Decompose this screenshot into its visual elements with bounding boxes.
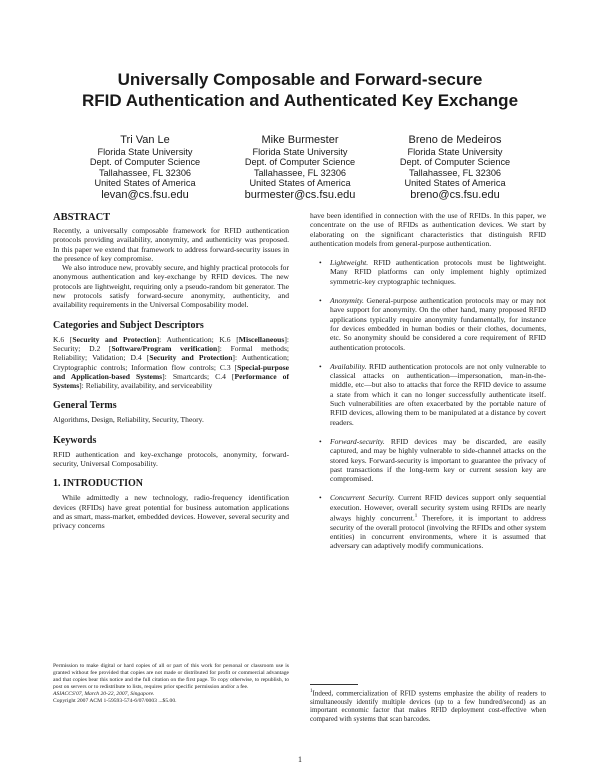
author-3 — [380, 134, 530, 201]
author-city: Tallahassee, FL 32306 — [408, 167, 502, 178]
list-item: • Forward-security. RFID devices may be discarded, are easily captured, and may be highly vulnerable to side-channel attacks on the stored keys. Forward-security is important to guarantee the privacy of past transactions if the long-term key or current session key are compromised. — [319, 436, 546, 484]
keywords-text: RFID authentication and key-exchange protocols, anonymity, forward-security, Universal Composability. — [53, 449, 289, 469]
author-block — [70, 134, 530, 201]
bullet-icon: • — [319, 436, 322, 446]
author-city: Tallahassee, FL 32306 — [98, 167, 192, 178]
list-item: • Availability. RFID authentication protocols are not only vulnerable to classical attacks on authentication—impersonation, man-in-the-middle, etc—but also to attacks that force the RFID device to assume a state from which it can no longer successfully authenticate itself. Such vulnerabilities are often exacerbated by the portable nature of RFID devices, allowing them to be manipulated at a distance by covert readers. — [319, 361, 546, 427]
right-column — [310, 211, 546, 561]
author-1 — [70, 134, 220, 201]
abstract-paragraph-1: Recently, a universally composable framework for RFID authentication protocols providing availability, anonymity, and authenticity was proposed. In this paper we extend that framework to address forward-security issues in the presence of key compromise. — [53, 226, 289, 263]
general-terms-text: Algorithms, Design, Reliability, Security, Theory. — [53, 415, 204, 425]
introduction-paragraph-1: While admittedly a new technology, radio-frequency identification devices (RFIDs) have great potential for business automation applications and as smart, mass-market, embedded devices. However, several security and privacy concerns — [53, 493, 289, 531]
bullet-icon: • — [319, 361, 322, 371]
categories-text: K.6 [Security and Protection]: Authentication; K.6 [Miscellaneous]: Security; D.2 [Software/Program verification]: Formal methods; Reliability; Validation; D.4 [Security and Protection]: Authentication; Cryptographic controls; Information flow controls; C.3 [Special-purpose and Application-based Systems]: Smartcards; C.4 [Performance of Systems]: Reliability, availability, and serviceability — [53, 334, 290, 391]
footnote-text: Indeed, commercialization of RFID systems emphasize the ability of readers to simultaneously identify multiple devices (up to a few hundred/second) as an important economic factor that makes RFID deployment cost-effective when compared with systems that scan barcodes. — [310, 689, 546, 723]
abstract-heading: ABSTRACT — [53, 212, 111, 223]
author-email: levan@cs.fsu.edu — [101, 188, 189, 201]
author-affiliation: Florida State University — [252, 146, 348, 157]
footnote-rule — [310, 684, 358, 685]
author-country: United States of America — [404, 178, 506, 189]
author-dept: Dept. of Computer Science — [244, 157, 356, 168]
author-country: United States of America — [249, 178, 351, 189]
footnote-marker: 1 — [414, 514, 418, 520]
permission-text: Permission to make digital or hard copies of all or part of this work for personal or classroom use is granted without fee provided that copies are not made or distributed for profit or commercial advantage and that copies bear this notice and the full citation on the first page. To copy otherwise, to republish, to post on servers or to redistribute to lists, requires prior specific permission and/or a fee. — [53, 663, 289, 691]
author-affiliation: Florida State University — [407, 146, 503, 157]
footnote — [310, 688, 546, 723]
bullet-icon: • — [319, 296, 322, 306]
author-2 — [225, 134, 375, 201]
keywords-heading: Keywords — [53, 434, 97, 446]
footnote-mark: 1 — [310, 689, 313, 694]
permission-notice — [53, 663, 289, 706]
abstract-paragraph-2: We also introduce new, provably secure, and highly practical protocols for anonymous authentication and key-exchange by RFID devices. The new protocols are lightweight, requiring only a pseudo-random bit generator. The new protocols satisfy forward-secure anonymity, authenticity, and availability requirements in the Universal Composability model. — [53, 263, 289, 310]
introduction-heading: 1. INTRODUCTION — [53, 478, 144, 490]
page-number: 1 — [298, 755, 302, 764]
author-dept: Dept. of Computer Science — [399, 157, 511, 168]
list-item: • Lightweight. RFID authentication protocols must be lightweight. Many RFID platforms can only implement highly optimized symmetric-key cryptographic techniques. — [319, 258, 546, 286]
copyright-text: Copyright 2007 ACM 1-59593-574-6/07/0003 ...$5.00. — [53, 698, 177, 705]
left-column — [53, 211, 289, 531]
requirements-list — [310, 258, 546, 551]
venue-text: ASIACCS'07, March 20-22, 2007, Singapore. — [53, 691, 155, 698]
bullet-icon: • — [319, 258, 322, 268]
bullet-icon: • — [319, 493, 322, 503]
categories-heading: Categories and Subject Descriptors — [53, 319, 204, 331]
list-item: • Concurrent Security. Current RFID devices support only sequential execution. However, overall security system using RFIDs are nearly always highly concurrent.$^1$ Therefore, it is important to address security of the overall protocol (involving the RFIDs and other system entities) in concurrent environments, where it is assumed that adversary can adaptively modify communications. — [319, 493, 547, 551]
introduction-paragraph-continued: have been identified in connection with the use of RFIDs. In this paper, we concentrate on the use of RFIDs as authentication devices. We start by elaborating on the significant characteristics that distinguish RFID authentication models from general-purpose authentication. — [310, 211, 546, 248]
paper-title-line-1: Universally Composable and Forward-secure — [117, 70, 483, 89]
author-affiliation: Florida State University — [97, 146, 193, 157]
author-country: United States of America — [94, 178, 196, 189]
paper-title-line-2: RFID Authentication and Authenticated Key Exchange — [81, 91, 519, 110]
author-city: Tallahassee, FL 32306 — [253, 167, 347, 178]
general-terms-heading: General Terms — [53, 400, 117, 412]
author-name: Mike Burmester — [261, 134, 339, 146]
author-name: Breno de Medeiros — [408, 134, 502, 146]
author-dept: Dept. of Computer Science — [89, 157, 201, 168]
author-name: Tri Van Le — [120, 134, 170, 146]
author-email: burmester@cs.fsu.edu — [244, 188, 356, 201]
author-email: breno@cs.fsu.edu — [410, 188, 500, 201]
list-item: • Anonymity. General-purpose authentication protocols may or may not have support for anonymity. On the other hand, many proposed RFID applications typically require anonymity fundamentally, for instance for devices embedded in human bodies or their clothes, documents, etc. So anonymity should be considered a core requirement of RFID authentication protocols. — [319, 296, 546, 352]
